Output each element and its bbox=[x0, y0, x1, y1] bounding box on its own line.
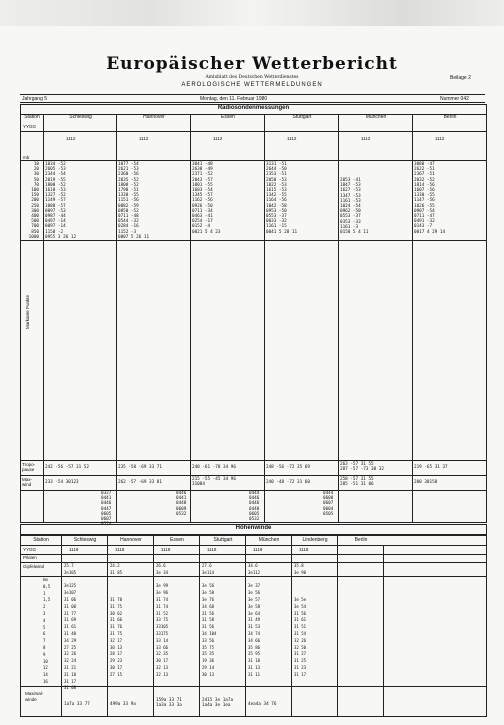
codes-3: 0444 0446 0446 0448 0605 0532 bbox=[249, 491, 260, 523]
codes-2: 0446 0441 0448 0609 0532 bbox=[176, 491, 187, 517]
hw-col-3: 26.6 3e 34 3e 99 3e 96 31 74 31 74 31 52 33 75 33105 33175 33 14 33 66 32 35 30 17 32 13 32 13 bbox=[156, 563, 169, 677]
col-divider bbox=[43, 131, 44, 522]
station-schleswig: Schleswig bbox=[43, 114, 117, 131]
time-code-2: 1112 bbox=[139, 136, 149, 141]
station-essen: Essen bbox=[190, 114, 265, 131]
row-divider bbox=[21, 240, 486, 241]
hw-yyog-label: YYGG bbox=[23, 547, 37, 552]
tropo-muenchen: 263 -57 31 55 287 -57 -73 30 32 bbox=[340, 462, 384, 473]
maxwind-label: Max- wind bbox=[22, 477, 32, 487]
gipfelwind-label: Gipfelwind bbox=[23, 564, 45, 569]
hw-col-divider bbox=[153, 545, 154, 716]
time-code-6: 1112 bbox=[435, 136, 445, 141]
col-divider bbox=[338, 131, 339, 522]
date-bar bbox=[20, 94, 485, 103]
issue-number: Nummer 042 bbox=[440, 95, 469, 102]
station-label: Station bbox=[24, 114, 40, 120]
tropopause-label: Tropo- pause bbox=[22, 462, 36, 472]
hw-station-5: München bbox=[245, 536, 292, 545]
hw-code-3: 1118 bbox=[161, 547, 171, 552]
hw-max-3: 159a 33 71 1a3a 33 3a bbox=[156, 698, 182, 709]
hw-code-1: 1118 bbox=[69, 547, 79, 552]
station-hannover: Hannover bbox=[116, 114, 191, 131]
beilage-label: Beilage 2 bbox=[450, 75, 471, 81]
section-subtitle: AEROLOGISCHE WETTERMELDUNGEN bbox=[181, 82, 323, 88]
hw-station-label: Station bbox=[33, 537, 49, 543]
issue-date: Montag, den 11. Februar 1980 bbox=[200, 95, 268, 102]
tropo-hannover: 235 -58 -69 33 71 bbox=[118, 465, 162, 470]
hw-col-5: 34.6 3e112 3e 37 3e 56 3e 57 3e 58 3e 64 31 49 31 53 34 74 34 66 35 86 35 95 31 18 31 13 31 11 bbox=[248, 563, 261, 677]
hw-code-2: 1118 bbox=[115, 547, 125, 552]
maxwind-berlin: 200 30158 bbox=[414, 480, 438, 485]
yyog-label: YYGG bbox=[23, 124, 37, 129]
codes-4: 0444 0600 0607 0604 0505 bbox=[323, 491, 334, 517]
hw-col-6: 35.8 3e 90 3e 5e 3e 54 31 56 31 61 31 51 31 54 32 26 32 50 31 27 31 25 31 23 31 17 bbox=[294, 563, 307, 677]
piloten-label: Piloten bbox=[23, 555, 37, 560]
pressure-levels: 10 20 30 50 70 100 150 200 250 300 400 500 700 850 1000 bbox=[28, 162, 39, 240]
schleswig-data: 1034 -52 2605 -53 2344 -54 2019 -55 1808 -52 1610 -53 1327 -52 1149 -57 1088 -57 0097 -53 0987 -44 0497 -14 0097 -14 1150 -2 0955 3 26 12 bbox=[45, 162, 77, 240]
row-divider bbox=[21, 460, 486, 461]
maxwind-muenchen: 258 -57 31 55 285 -51 31 06 bbox=[340, 477, 374, 488]
stuttgart-data: 3131 -51 2644 -50 2353 -51 2058 -53 1822 -53 1615 -53 1342 -55 1164 -56 1042 -58 0953 -50 0553 -37 0033 -32 1161 -15 0041 5 28 11 bbox=[266, 162, 298, 235]
hw-max-4: 2415 3e 1a7a 1a4a 3e 1ea bbox=[202, 698, 234, 709]
markante-punkte-label: Markante Punkte bbox=[25, 295, 30, 330]
hw-col-divider bbox=[61, 545, 62, 716]
hw-code-6: 1118 bbox=[299, 547, 309, 552]
hw-col-2: 24.2 31 85 31 78 31 75 30 62 31 66 31 76 31 75 32 17 30 13 28 17 29 23 30 17 27 15 bbox=[110, 563, 123, 677]
hw-max-1: 1a7a 33 77 bbox=[64, 702, 90, 707]
hoehenwinde-title: Höhenwinde bbox=[20, 524, 487, 535]
station-berlin: Berlin bbox=[412, 114, 487, 131]
page-subtitle: Amtsblatt des Deutschen Wetterdienstes bbox=[205, 75, 299, 80]
time-code-3: 1112 bbox=[213, 136, 223, 141]
maxwind-schleswig: 233 -54 30123 bbox=[45, 480, 79, 485]
hw-col-divider bbox=[199, 545, 200, 716]
hw-code-4: 1118 bbox=[207, 547, 217, 552]
row-divider bbox=[21, 160, 486, 161]
essen-data: 3041 -48 2638 -49 2371 -52 2043 -57 1801 -55 1603 -54 1345 -57 1162 -56 0926 -50 0711 -34 0463 -41 0254 -17 0152 -4 0021 5 4 23 bbox=[192, 162, 221, 235]
hw-max-5: 4ea4a 34 76 bbox=[248, 702, 277, 707]
tropo-stuttgart: 248 -56 -72 35 69 bbox=[266, 465, 310, 470]
station-header-row bbox=[21, 114, 486, 132]
hw-station-7: Berlin bbox=[337, 536, 384, 545]
page-title: Europäischer Wetterbericht bbox=[106, 54, 398, 74]
hw-code-5: 1118 bbox=[253, 547, 263, 552]
maxwind-stuttgart: 240 -48 -72 31 60 bbox=[266, 480, 310, 485]
hw-station-4: Stuttgart bbox=[199, 536, 246, 545]
col-divider bbox=[412, 131, 413, 522]
maximalwinde-label: Maximal- winde bbox=[25, 691, 44, 702]
tropo-schleswig: 242 -56 -57 31 52 bbox=[45, 465, 89, 470]
hw-row-divider bbox=[21, 686, 486, 687]
hw-station-3: Essen bbox=[153, 536, 200, 545]
hw-station-1: Schleswig bbox=[61, 536, 108, 545]
hannover-data: 1077 -54 2621 -53 2360 -56 2035 -52 1808 -52 1798 -51 1330 -55 1151 -56 0882 -59 0850 -52 0711 -48 0544 -32 0284 -16 1152 -3 0007 5 26 11 bbox=[118, 162, 150, 240]
station-muenchen: München bbox=[338, 114, 413, 131]
hw-col-divider bbox=[245, 545, 246, 716]
hw-col-divider bbox=[337, 545, 338, 716]
col-divider bbox=[116, 131, 117, 522]
hw-row-divider bbox=[21, 554, 486, 555]
hw-col-1: 25.7 3e105 3e125 3e107 31 06 31 08 31 77 31 69 31 61 31 40 34 29 27 25 32 26 32 24 31 21 31 18 31 17 31 08 bbox=[64, 563, 77, 691]
hw-col-divider bbox=[291, 545, 292, 716]
col-divider bbox=[190, 131, 191, 522]
hw-col-4: 27.6 3e114 3e 56 3e 58 3e 76 34 68 31 56 31 58 31 56 34 104 33 56 35 75 35 35 19 36 29 14 30 13 bbox=[202, 563, 217, 677]
scan-noise bbox=[0, 0, 504, 26]
hw-col-divider bbox=[383, 545, 384, 716]
codes-1: 0327 0441 0446 0447 0605 0607 0524 bbox=[101, 491, 112, 528]
hoehenwinde-table bbox=[20, 535, 487, 717]
radiosonde-title: Radiosondenmessungen bbox=[21, 105, 486, 115]
hw-station-6: Lindenberg bbox=[291, 536, 338, 545]
hw-station-2: Hannover bbox=[107, 536, 154, 545]
hw-col-divider bbox=[107, 545, 108, 716]
berlin-data: 3080 -47 2622 -51 2367 -51 2032 -52 1814 -56 1607 -56 1330 -55 1147 -56 1026 -55 0907 -54 0711 -47 0491 -32 0143 -7 0017 4 29 14 bbox=[414, 162, 446, 235]
tropo-essen: 240 -61 -78 34 96 bbox=[192, 465, 236, 470]
hw-station-row bbox=[21, 536, 486, 546]
mb-label: mb bbox=[23, 155, 30, 160]
maxwind-essen: 215 -55 -45 34 96 31004 bbox=[192, 477, 236, 488]
col-divider bbox=[264, 131, 265, 522]
time-code-1: 1112 bbox=[66, 136, 76, 141]
hw-max-2: 499a 33 9a bbox=[110, 702, 136, 707]
row-divider bbox=[21, 475, 486, 476]
time-code-4: 1112 bbox=[287, 136, 297, 141]
height-levels: km 0,5 1 1,5 2 3 4 5 6 7 8 9 10 12 14 16 bbox=[43, 577, 51, 684]
tropo-berlin: 219 -65 31 37 bbox=[414, 465, 448, 470]
station-stuttgart: Stuttgart bbox=[264, 114, 339, 131]
time-code-5: 1112 bbox=[361, 136, 371, 141]
jahrgang: Jahrgang 5 bbox=[22, 95, 48, 102]
maxwind-hannover: 262 -57 -69 33 81 bbox=[118, 480, 162, 485]
muenchen-data: 2053 -41 1847 -53 1627 -53 1347 -53 1161 -53 1024 -54 0962 -50 0553 -37 0353 -33 1161 -3 0150 5 4 11 bbox=[340, 178, 369, 236]
